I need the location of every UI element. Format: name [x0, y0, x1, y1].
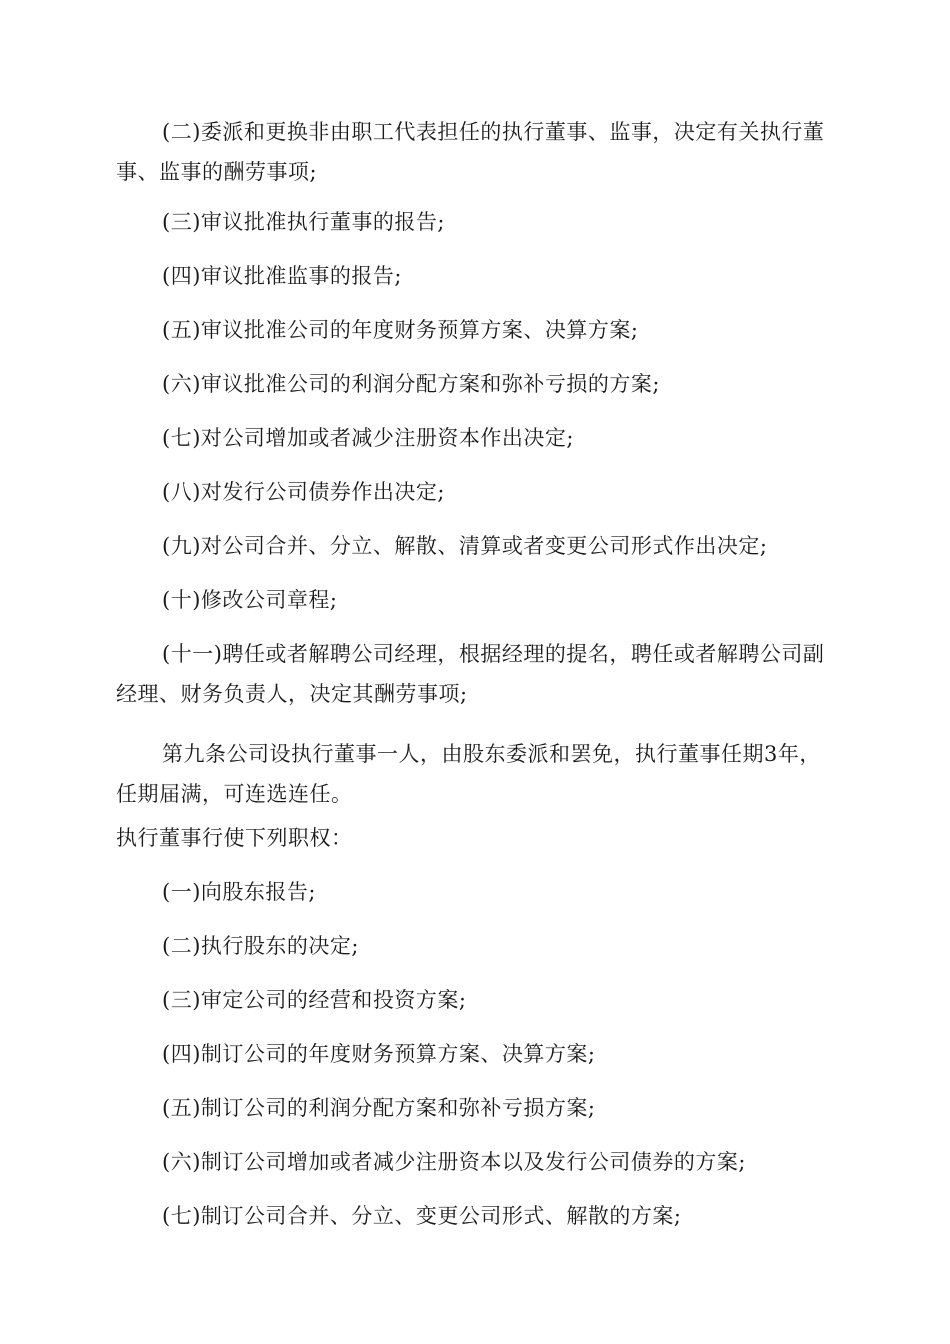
paragraph-power-5: (五)制订公司的利润分配方案和弥补亏损方案; — [162, 1096, 596, 1120]
paragraph-item-10-articles: (十)修改公司章程; — [162, 588, 338, 612]
paragraph-item-6-approve-profit: (六)审议批准公司的利润分配方案和弥补亏损的方案; — [162, 372, 660, 396]
paragraph-director-powers-heading: 执行董事行使下列职权： — [116, 826, 353, 850]
paragraph-item-4-approve-supervisor-report: (四)审议批准监事的报告; — [162, 264, 402, 288]
paragraph-power-6: (六)制订公司增加或者减少注册资本以及发行公司债券的方案; — [162, 1150, 746, 1174]
paragraph-power-1: (一)向股东报告; — [162, 880, 316, 904]
paragraph-item-7-capital: (七)对公司增加或者减少注册资本作出决定; — [162, 426, 574, 450]
paragraph-item-5-approve-budget: (五)审议批准公司的年度财务预算方案、决算方案; — [162, 318, 639, 342]
paragraph-article-9: 第九条公司设执行董事一人，由股东委派和罢免，执行董事任期3年，任期届满，可连选连任。 — [116, 742, 821, 806]
paragraph-power-3: (三)审定公司的经营和投资方案; — [162, 988, 467, 1012]
paragraph-power-7: (七)制订公司合并、分立、变更公司形式、解散的方案; — [162, 1204, 682, 1228]
paragraph-power-4: (四)制订公司的年度财务预算方案、决算方案; — [162, 1042, 596, 1066]
paragraph-item-11-manager: (十一)聘任或者解聘公司经理，根据经理的提名，聘任或者解聘公司副经理、财务负责人，决定其酬劳事项; — [116, 642, 825, 706]
paragraph-item-8-bonds: (八)对发行公司债券作出决定; — [162, 480, 445, 504]
paragraph-item-9-merger: (九)对公司合并、分立、解散、清算或者变更公司形式作出决定; — [162, 534, 768, 558]
paragraph-item-2-appoint-directors: (二)委派和更换非由职工代表担任的执行董事、监事，决定有关执行董事、监事的酬劳事项; — [116, 120, 825, 184]
paragraph-item-3-approve-director-report: (三)审议批准执行董事的报告; — [162, 210, 445, 234]
paragraph-power-2: (二)执行股东的决定; — [162, 934, 359, 958]
